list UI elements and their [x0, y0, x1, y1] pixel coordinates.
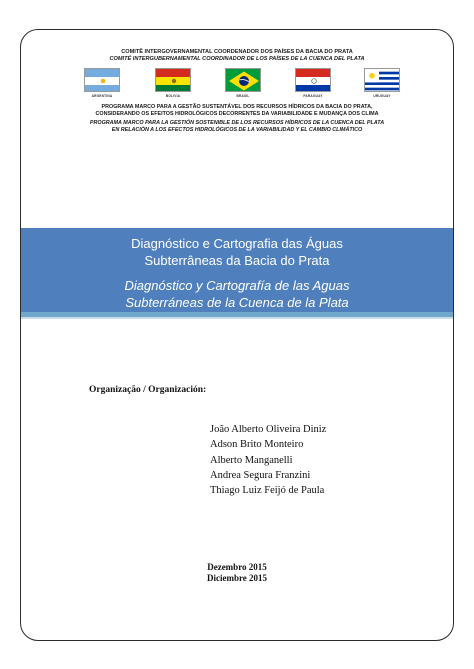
- title-band-stripe-light: [21, 317, 453, 319]
- flag-label: ARGENTINA: [91, 94, 113, 98]
- program-title-es-1: PROGRAMA MARCO PARA LA GESTIÓN SOSTENIBLE DE LOS RECURSOS HÍDRICOS DE LA CUENCA DEL PLATA: [89, 120, 385, 126]
- document-title-es-1: Diagnóstico y Cartografía de las Aguas: [124, 278, 350, 293]
- flag-bolivia: [155, 68, 191, 98]
- author-name: Alberto Manganelli: [210, 454, 293, 466]
- flag-argentina: [84, 68, 120, 98]
- committee-name-pt: COMITÊ INTERGOVERNAMENTAL COORDENADOR DOS PAÍSES DA BACIA DO PRATA: [121, 49, 353, 55]
- committee-name-es: COMITÉ INTERGUBERNAMENTAL COORDINADOR DE LOS PAÍSES DE LA CUENCA DEL PLATA: [109, 56, 365, 62]
- author-name: João Alberto Oliveira Diniz: [210, 424, 327, 435]
- flag-brasil: [225, 68, 261, 98]
- program-title-pt-2: CONSIDERANDO OS EFEITOS HIDROLÓGICOS DECORRENTES DA VARIABILIDADE E MUDANÇA DOS CLIMA: [95, 111, 379, 117]
- document-title-es-2: Subterráneas de la Cuenca de la Plata: [125, 295, 349, 310]
- paraguay-flag-icon: [295, 68, 331, 92]
- bolivia-flag-icon: [155, 68, 191, 92]
- author-name: Thiago Luiz Feijó de Paula: [210, 485, 325, 497]
- author-name: Andrea Segura Franzini: [210, 469, 311, 481]
- date-es: Diciembre 2015: [206, 573, 268, 583]
- organization-label: Organização / Organización:: [89, 385, 207, 395]
- flag-paraguay: [295, 68, 331, 98]
- author-list: [210, 422, 326, 498]
- flag-label: URUGUAY: [373, 94, 391, 98]
- program-title-pt-1: PROGRAMA MARCO PARA A GESTÃO SUSTENTÁVEL DOS RECURSOS HÍDRICOS DA BACIA DO PRATA,: [101, 104, 373, 110]
- program-title-es-2: EN RELACIÓN A LOS EFECTOS HIDROLÓGICOS DE LA VARIABILIDAD Y EL CAMBIO CLIMÁTICO: [111, 127, 363, 133]
- flag-label: BRASIL: [236, 94, 250, 98]
- date-pt: Dezembro 2015: [207, 562, 267, 572]
- flag-label: PARAGUAY: [303, 94, 323, 98]
- author-name: Adson Brito Monteiro: [210, 439, 304, 451]
- uruguay-flag-icon: [364, 68, 400, 92]
- flag-label: BOLIVIA: [165, 94, 181, 98]
- document-title-pt-2: Subterrâneas da Bacia do Prata: [144, 253, 330, 268]
- argentina-flag-icon: [84, 68, 120, 92]
- flag-uruguay: [364, 68, 400, 98]
- brazil-flag-icon: [225, 68, 261, 92]
- flag-row: [0, 68, 474, 108]
- document-title-pt-1: Diagnóstico e Cartografia das Águas: [131, 236, 343, 251]
